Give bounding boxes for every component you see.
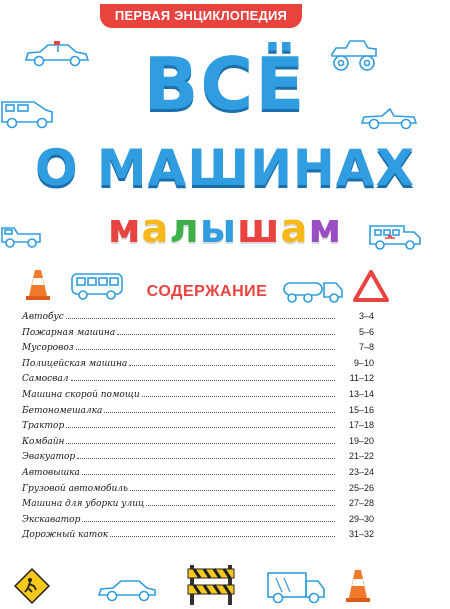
- contents-entry: [22, 451, 374, 467]
- traffic-cone-icon: [24, 268, 52, 302]
- car-icon: [97, 577, 157, 603]
- dot-leader: [82, 521, 335, 522]
- contents-entry: [22, 389, 374, 405]
- tanker-truck-icon: [280, 277, 346, 305]
- contents-entry-title: Экскаватор: [22, 514, 81, 525]
- title-letter: а: [141, 206, 170, 252]
- contents-entry-title: Самосвал: [22, 374, 69, 385]
- convertible-icon: [360, 104, 418, 132]
- contents-entry-title: Дорожный каток: [22, 530, 109, 541]
- van-icon: [0, 96, 56, 130]
- contents-entry-pages: 5–6: [358, 326, 374, 337]
- dot-leader: [76, 349, 335, 350]
- contents-entry-pages: 9–10: [353, 357, 374, 368]
- contents-entry-pages: 11–12: [349, 373, 374, 384]
- contents-entry: [22, 405, 374, 421]
- contents-entry: [22, 529, 374, 545]
- contents-entry-title: Эвакуатор: [22, 452, 76, 463]
- box-truck-icon: [266, 570, 328, 606]
- contents-entry-title: Автобус: [22, 312, 64, 322]
- contents-list: [22, 311, 374, 545]
- contents-entry: [22, 358, 374, 374]
- traffic-cone-icon: [345, 568, 371, 604]
- title-line-1: ВСЁ: [143, 42, 307, 126]
- contents-entry-pages: 7–8: [358, 342, 374, 353]
- dot-leader: [82, 474, 335, 475]
- contents-entry: [22, 420, 374, 436]
- contents-entry-pages: 27–28: [348, 498, 374, 509]
- contents-entry-pages: 15–16: [348, 404, 374, 415]
- dot-leader: [146, 505, 335, 506]
- pickup-icon: [0, 222, 44, 250]
- monster-truck-icon: [326, 38, 382, 72]
- contents-entry: [22, 327, 374, 343]
- contents-entry-pages: 29–30: [348, 513, 374, 524]
- dot-leader: [66, 318, 335, 319]
- contents-entry: [22, 514, 374, 530]
- warning-triangle-icon: [353, 270, 389, 302]
- contents-entry-pages: 31–32: [348, 529, 374, 540]
- contents-entry: [22, 373, 374, 389]
- contents-entry: [22, 342, 374, 358]
- contents-entry-pages: 19–20: [348, 435, 374, 446]
- title-letter: ш: [236, 206, 281, 252]
- contents-entry-pages: 13–14: [348, 388, 374, 399]
- contents-entry-pages: 23–24: [348, 466, 374, 477]
- contents-entry-title: Машина для уборки улиц: [22, 499, 145, 510]
- contents-entry-title: Комбайн: [22, 436, 65, 447]
- contents-entry: [22, 498, 374, 514]
- contents-entry-title: Трактор: [22, 421, 65, 432]
- road-barrier-icon: [186, 563, 236, 607]
- dot-leader: [104, 412, 335, 413]
- dot-leader: [66, 443, 335, 444]
- dot-leader: [77, 458, 335, 459]
- dot-leader: [129, 365, 335, 366]
- dot-leader: [110, 536, 335, 537]
- dot-leader: [71, 380, 335, 381]
- title-line-2: О МАШИНАХ: [34, 139, 416, 197]
- road-works-sign-icon: [13, 567, 51, 605]
- ambulance-icon: [368, 222, 422, 252]
- title-letter: м: [107, 206, 142, 252]
- dot-leader: [66, 427, 335, 428]
- title-letter: а: [280, 206, 309, 252]
- bus-icon: [70, 271, 124, 301]
- title-letter: м: [308, 206, 343, 252]
- contents-entry-title: Бетономешалка: [22, 405, 103, 416]
- dot-leader: [142, 396, 335, 397]
- dot-leader: [117, 334, 335, 335]
- contents-entry-pages: 17–18: [348, 420, 374, 431]
- contents-entry: [22, 467, 374, 483]
- contents-entry-pages: 25–26: [348, 482, 374, 493]
- contents-entry-pages: 3–4: [358, 311, 374, 321]
- contents-entry-title: Машина скорой помощи: [22, 389, 140, 400]
- contents-entry-title: Автовышка: [22, 467, 80, 478]
- contents-entry-title: Грузовой автомобиль: [22, 483, 128, 494]
- contents-entry-pages: 21–22: [348, 451, 374, 462]
- title-letter: ы: [199, 206, 237, 252]
- contents-entry: [22, 483, 374, 499]
- contents-entry-title: Пожарная машина: [22, 327, 116, 338]
- contents-entry-title: Мусоровоз: [22, 343, 74, 354]
- contents-entry-title: Полицейская машина: [22, 358, 128, 369]
- title-letter: л: [169, 206, 200, 252]
- series-badge: ПЕРВАЯ ЭНЦИКЛОПЕДИЯ: [100, 4, 302, 28]
- dot-leader: [130, 490, 335, 491]
- police-car-icon: [22, 40, 92, 70]
- contents-heading: СОДЕРЖАНИЕ: [146, 283, 268, 300]
- contents-entry: [22, 311, 374, 327]
- contents-entry: [22, 436, 374, 452]
